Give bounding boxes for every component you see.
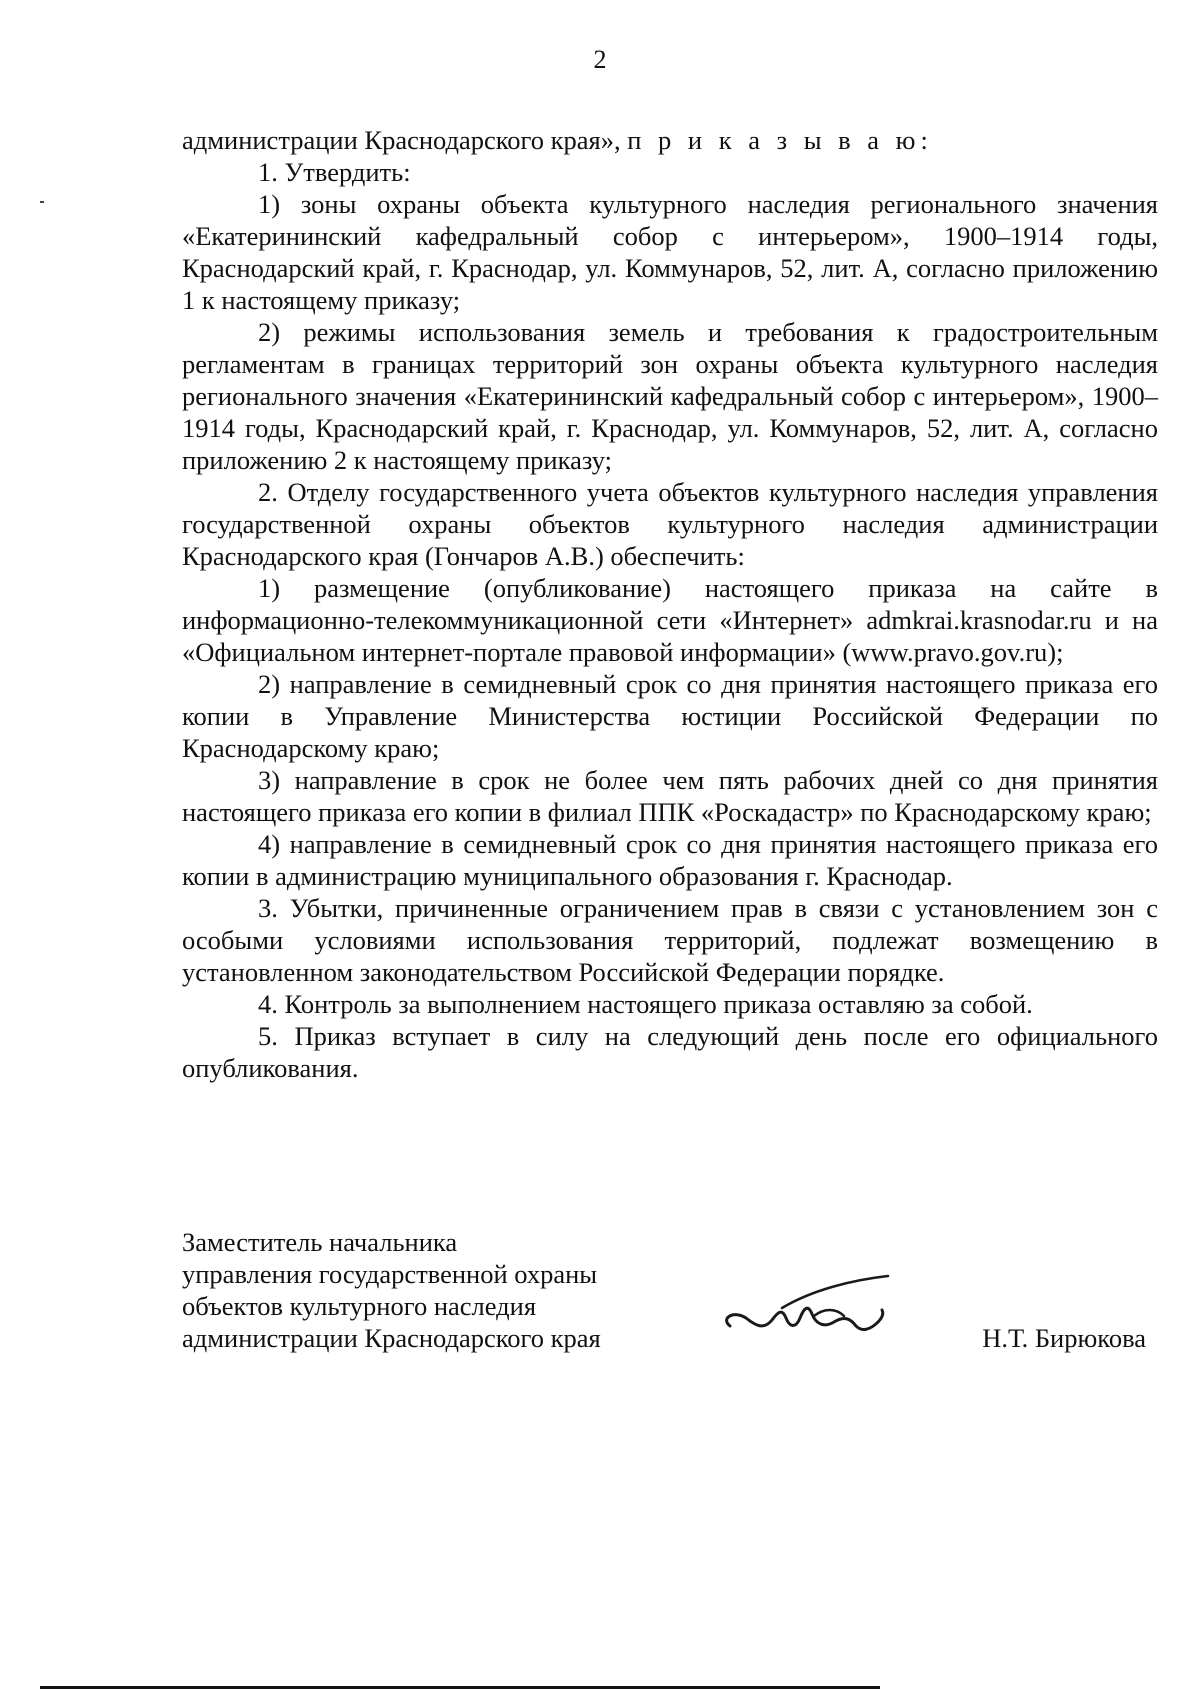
paragraph: 3. Убытки, причиненные ограничением прав в связи с установлением зон с особыми условиями использования территорий, подлежат возмещению в установленном законодательством Российской Федерации порядке. (182, 893, 1158, 987)
signature-block (182, 1226, 1158, 1366)
paragraph: 2. Отделу государственного учета объектов культурного наследия управления государственной охраны объектов культурного наследия администрации Краснодарского края (Гончаров А.В.) обеспечить: (182, 477, 1158, 571)
signer-position-line: администрации Краснодарского края (182, 1323, 601, 1353)
document-body (182, 124, 1158, 1084)
paragraph: 5. Приказ вступает в силу на следующий день после его официального опубликования. (182, 1021, 1158, 1083)
scan-edge-line (40, 1686, 880, 1689)
signer-position-line: объектов культурного наследия (182, 1291, 537, 1321)
signer-name: Н.Т. Бирюкова (982, 1323, 1146, 1353)
paragraph: 4. Контроль за выполнением настоящего приказа оставляю за собой. (258, 989, 1033, 1019)
handwritten-signature (712, 1268, 912, 1358)
intro-colon: : (920, 125, 928, 155)
paragraph: 4) направление в семидневный срок со дня принятия настоящего приказа его копии в администрацию муниципального образования г. Краснодар. (182, 829, 1158, 891)
scan-artifact (40, 201, 44, 203)
paragraph: 1. Утвердить: (258, 157, 411, 187)
page-number: 2 (593, 45, 607, 74)
paragraph: 2) режимы использования земель и требования к градостроительным регламентам в границах территорий зон охраны объекта культурного наследия регионального значения «Екатерининский кафедральный собор с интерьером», 1900–1914 годы, Краснодарский край, г. Краснодар, ул. Коммунаров, 52, лит. А, согласно приложению 2 к настоящему приказу; (182, 317, 1158, 475)
signer-position-line: управления государственной охраны (182, 1259, 598, 1289)
order-word: п р и к а з ы в а ю (627, 125, 921, 155)
paragraph: 2) направление в семидневный срок со дня принятия настоящего приказа его копии в Управление Министерства юстиции Российской Федерации по Краснодарскому краю; (182, 669, 1158, 763)
signer-position-line: Заместитель начальника (182, 1227, 458, 1257)
intro-line (182, 124, 1158, 156)
intro-text: администрации Краснодарского края», (182, 125, 628, 155)
paragraph: 1) размещение (опубликование) настоящего приказа на сайте в информационно-телекоммуникационной сети «Интернет» admkrai.krasnodar.ru и на «Официальном интернет-портале правовой информации» (www.pravo.gov.ru); (182, 573, 1158, 667)
paragraph: 1) зоны охраны объекта культурного наследия регионального значения «Екатерининский кафедральный собор с интерьером», 1900–1914 годы, Краснодарский край, г. Краснодар, ул. Коммунаров, 52, лит. А, согласно приложению 1 к настоящему приказу; (182, 189, 1158, 315)
paragraph: 3) направление в срок не более чем пять рабочих дней со дня принятия настоящего приказа его копии в филиал ППК «Роскадастр» по Краснодарскому краю; (182, 765, 1158, 827)
